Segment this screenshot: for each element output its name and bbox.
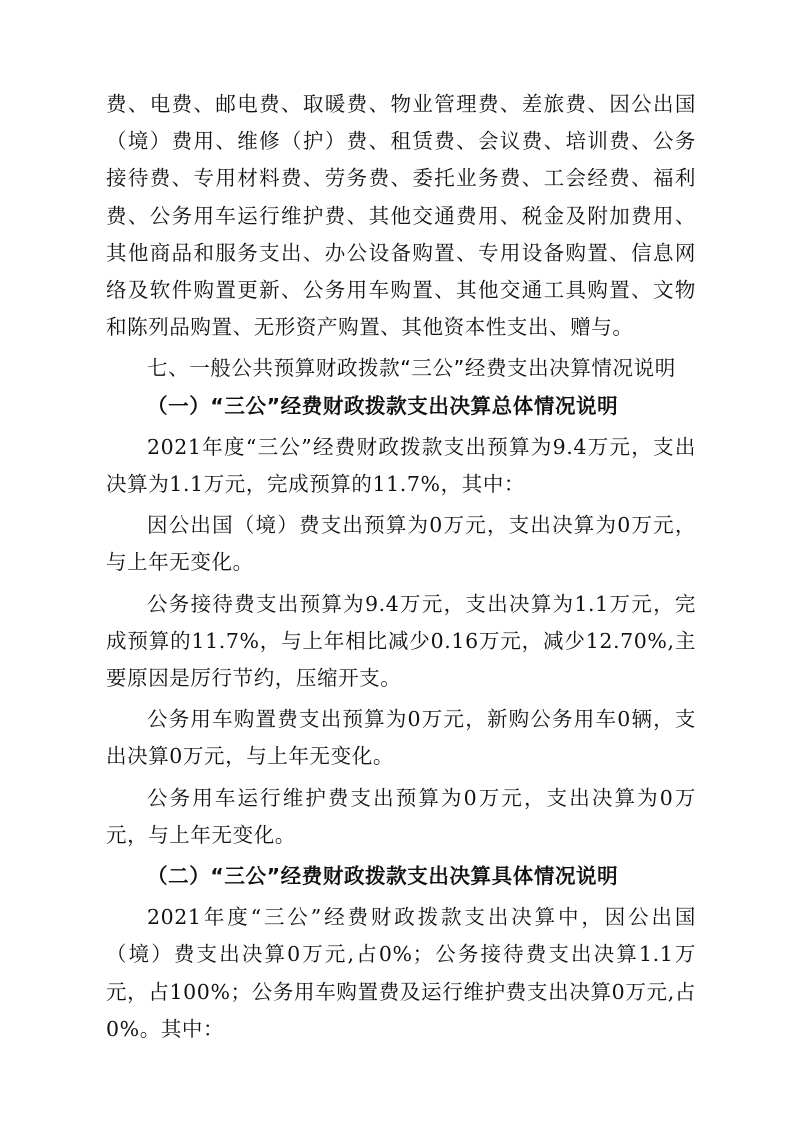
- subsection-heading-one: （一）“三公”经费财政拨款支出决算总体情况说明: [147, 393, 619, 418]
- subsection-heading-two: （二）“三公”经费财政拨款支出决算具体情况说明: [147, 864, 619, 889]
- paragraph-detailed-breakdown: 2021年度“三公”经费财政拨款支出决算中，因公出国（境）费支出决算0万元,占0%；公务接待费支出决算1.1万元，占100%；公务用车购置费及运行维护费支出决算0万元,占0%。其中：: [106, 905, 696, 1041]
- section-heading-seven: 七、一般公共预算财政拨款“三公”经费支出决算情况说明: [147, 356, 676, 381]
- paragraph-vehicle-maintenance: 公务用车运行维护费支出预算为0万元，支出决算为0万元，与上年无变化。: [106, 785, 696, 847]
- paragraph-vehicle-purchase: 公务用车购置费支出预算为0万元，新购公务用车0辆，支出决算0万元，与上年无变化。: [106, 707, 696, 769]
- paragraph-overseas-travel: 因公出国（境）费支出预算为0万元，支出决算为0万元，与上年无变化。: [106, 513, 696, 575]
- document-page: [106, 86, 696, 1048]
- paragraph-official-reception: 公务接待费支出预算为9.4万元，支出决算为1.1万元，完成预算的11.7%，与上年相比减少0.16万元，减少12.70%,主要原因是厉行节约，压缩开支。: [106, 591, 696, 691]
- paragraph-overall-budget: 2021年度“三公”经费财政拨款支出预算为9.4万元，支出决算为1.1万元，完成预算的11.7%，其中：: [106, 434, 696, 497]
- paragraph-expense-list: 费、电费、邮电费、取暖费、物业管理费、差旅费、因公出国（境）费用、维修（护）费、租赁费、会议费、培训费、公务接待费、专用材料费、劳务费、委托业务费、工会经费、福利费、公务用车运行维护费、其他交通费用、税金及附加费用、其他商品和服务支出、办公设备购置、专用设备购置、信息网络及软件购置更新、公务用车购置、其他交通工具购置、文物和陈列品购置、无形资产购置、其他资本性支出、赠与。: [106, 92, 696, 340]
